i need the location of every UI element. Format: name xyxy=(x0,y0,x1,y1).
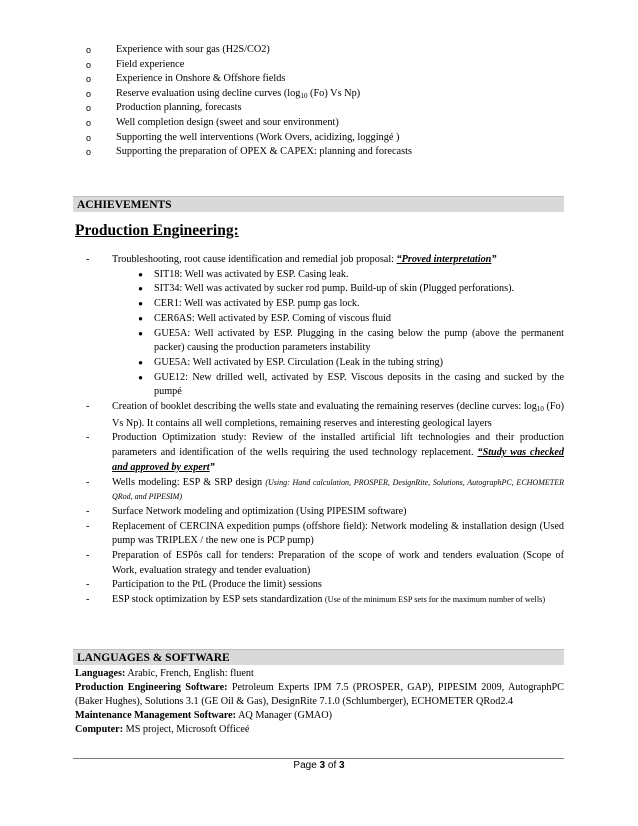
list-item: - Surface Network modeling and optimization (Using PIPESIM software) xyxy=(86,505,407,517)
maintenance-line: Maintenance Management Software: AQ Manager (GMAO) xyxy=(75,709,333,721)
bullet-icon: o xyxy=(86,132,92,143)
list-item: - Wells modeling: ESP & SRP design (Using: Hand calculation, PROSPER, DesignRite, Solutions, AutographPC, ECHOMETER QRod, and PIPESIM) xyxy=(86,476,564,502)
sub-item: ● CER6AS: Well activated by ESP. Coming of viscous fluid xyxy=(112,312,564,327)
bullet-icon: ● xyxy=(138,299,143,309)
bullet-icon: ● xyxy=(138,284,143,294)
sub-item: ● GUE12: New drilled well, activated by ESP. Viscous deposits in the casing and sucked by the pumpé xyxy=(112,371,564,400)
sub-item: ● CER1: Well was activated by ESP. pump gas lock. xyxy=(112,297,564,312)
list-item: - Production Optimization study: Review of the installed artificial lift technologies and their production parameters and identification of the wells requiring the used technology replacement. “Study was checked and approved by expert” xyxy=(86,432,564,473)
bullet-icon: o xyxy=(86,103,92,114)
bullet-icon: ● xyxy=(138,313,143,323)
list-item: - Creation of booklet describing the wells state and evaluating the remaining reserves (decline curves: log10 (Fo) Vs Np). It contains all well completions, remaining reserves and interesting geological layers xyxy=(86,401,565,429)
list-item: o Experience with sour gas (H2S/CO2) xyxy=(86,43,606,58)
list-item: o Reserve evaluation using decline curves (log10 (Fo) Vs Np) xyxy=(86,87,361,100)
list-item: - Preparation of ESPôs call for tenders: Preparation of the scope of work and tenders evaluation (Scope of Work, evaluation strategy and tender evaluation) xyxy=(86,550,564,576)
sub-item: ● GUE5A: Well activated by ESP. Circulation (Leak in the tubing string) xyxy=(112,356,564,371)
sub-item: ● GUE5A: Well activated by ESP. Plugging in the casing below the pump (above the permanent packer) causing the production parameters instability xyxy=(112,327,564,356)
page-number: Page 3 of 3 xyxy=(293,760,345,771)
list-item: o Well completion design (sweet and sour environment) xyxy=(86,116,606,131)
bullet-icon: o xyxy=(86,45,92,55)
footer-divider xyxy=(73,758,564,759)
bullet-icon: o xyxy=(86,147,92,158)
languages-section xyxy=(75,667,564,737)
list-item: o Supporting the well interventions (Work Overs, acidizing, loggingé ) xyxy=(86,131,606,146)
list-item: - ESP stock optimization by ESP sets standardization (Use of the minimum ESP sets for the maximum number of wells) xyxy=(86,594,546,606)
sub-list xyxy=(112,268,564,400)
list-item: o Production planning, forecasts xyxy=(86,101,606,116)
languages-header: LANGUAGES & SOFTWARE xyxy=(73,649,564,665)
bullet-icon: ● xyxy=(138,328,143,338)
bullet-icon: ● xyxy=(138,357,143,367)
section-title: Production Engineering: xyxy=(75,222,239,239)
list-item: o Field experience xyxy=(86,58,606,73)
bullet-icon: ● xyxy=(138,372,143,382)
achievements-header: ACHIEVEMENTS xyxy=(73,196,564,212)
list-item: o Experience in Onshore & Offshore fields xyxy=(86,72,606,87)
bullet-icon: o xyxy=(86,88,92,99)
bullet-icon: o xyxy=(86,117,92,128)
sub-item: ● SIT18: Well was activated by ESP. Casing leak. xyxy=(112,268,564,283)
achievements-list xyxy=(86,253,564,608)
list-item: - Troubleshooting, root cause identification and remedial job proposal: “Proved interpretation” ● SIT18: Well was activated by ESP. Casing leak. ● SIT34: Well was activated by sucker rod pump. Build-up of skin (Plugged perforations). ● CER1: Well was activated by ESP. pump gas lock. ● CER6AS: Well activated by ESP. Coming of viscous fluid ● GUE5A: Well activated by ESP. Plugging in the casing below the pump (above the permanent packer) causing the production parameters instability ● GUE5A: Well activated by ESP. Circulation (Leak in the tubing string) ● GUE12: New drilled well, activated by ESP. Viscous deposits in the casing and sucked by the pumpé xyxy=(86,253,564,400)
list-item: - Replacement of CERCINA expedition pumps (offshore field): Network modeling & installation design (Used pump was TRIPLEX / the new one is PCP pump) xyxy=(86,520,564,547)
list-item: o Supporting the preparation of OPEX & CAPEX: planning and forecasts xyxy=(86,145,606,160)
pe-software-line: Production Engineering Software: Petroleum Experts IPM 7.5 (PROSPER, GAP), PIPESIM 2009, AutographPC (Baker Hughes), Solutions 3.1 (GE Oil & Gas), DesignRite 7.1.0 (Schlumberger), ECHOMETER QRod2.4 xyxy=(75,681,564,707)
list-item: - Participation to the PtL (Produce the limit) sessions xyxy=(86,579,322,591)
bullet-icon: o xyxy=(86,74,92,85)
sub-item: ● SIT34: Well was activated by sucker rod pump. Build-up of skin (Plugged perforations). xyxy=(112,282,564,297)
bullet-icon: o xyxy=(86,59,92,70)
bullet-icon: ● xyxy=(138,269,143,279)
experience-list xyxy=(86,43,606,160)
languages-line: Languages: Arabic, French, English: fluent xyxy=(75,668,254,679)
computer-line: Computer: MS project, Microsoft Officeé xyxy=(75,723,250,735)
